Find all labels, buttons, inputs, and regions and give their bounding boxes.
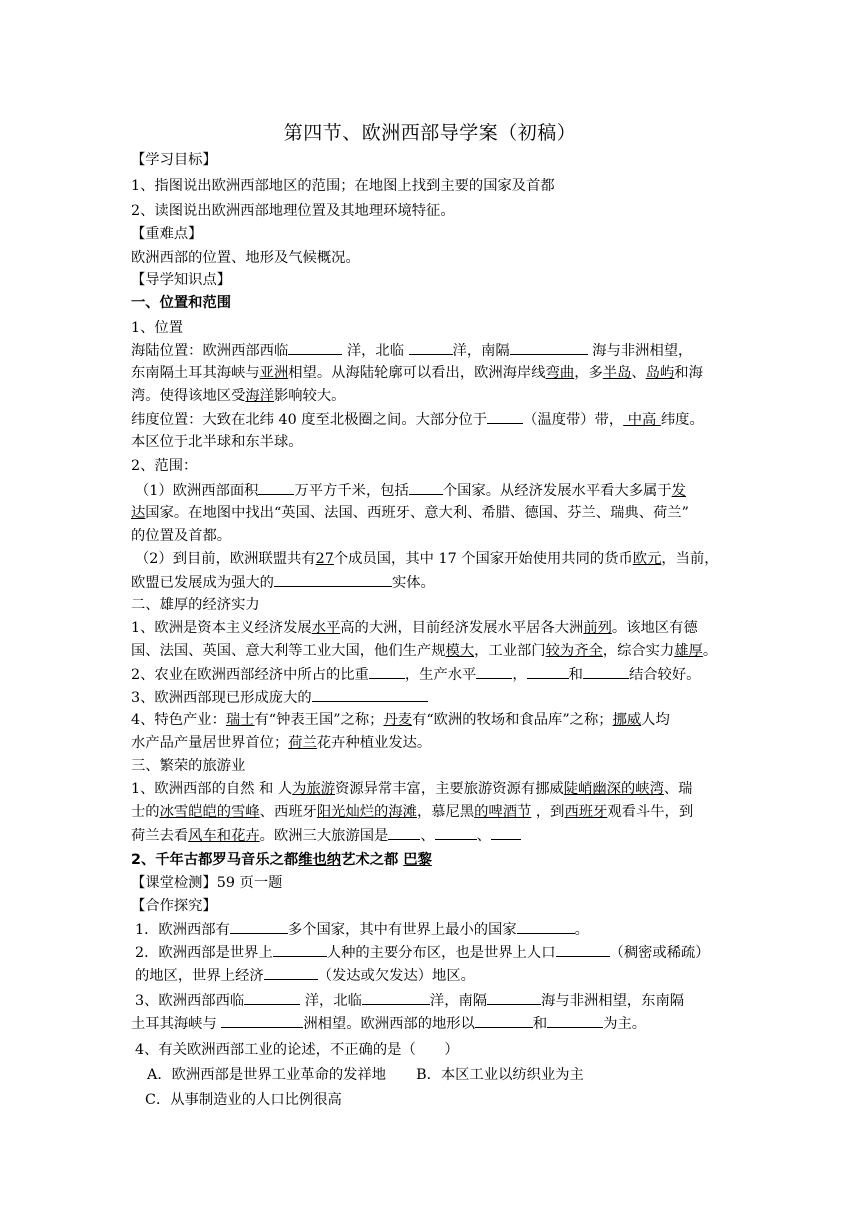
- sea-land-line-1: 海陆位置：欧洲西部西临 洋，北临 洋，南隔 海与非洲相望，: [131, 340, 692, 361]
- latitude-line-2: 本区位于北半球和东半球。: [131, 434, 303, 450]
- cities-line: 2、千年古都罗马音乐之都维也纳艺术之都 巴黎: [131, 852, 432, 868]
- sea-land-line-3: 湾。使得该地区受海洋影响较大。: [131, 388, 346, 404]
- question-1: 1．欧洲西部有 多个国家，其中有世界上最小的国家 。: [135, 919, 589, 940]
- market-line: 3、欧洲西部现已形成庞大的: [131, 687, 428, 708]
- sea-land-line-2: 东南隔土耳其海峡与亚洲相望。从海陆轮廓可以看出，欧洲海岸线弯曲，多半岛、岛屿和海: [131, 365, 703, 381]
- heading-knowledge: 【导学知识点】: [131, 272, 232, 288]
- economy-line-2: 国、法国、英国、意大利等工业大国，他们生产规模大，工业部门较为齐全，综合实力雄厚。: [131, 643, 718, 659]
- eu-line-1: （2）到目前，欧洲联盟共有27个成员国，其中 17 个国家开始使用共同的货币欧元，当前，: [135, 551, 719, 567]
- section-2-heading: 二、雄厚的经济实力: [131, 597, 260, 613]
- range-line-2: 达国家。在地图中找出“英国、法国、西班牙、意大利、希腊、德国、芬兰、瑞典、荷兰”: [131, 505, 689, 521]
- page-title: 第四节、欧洲西部导学案（初稿）: [283, 122, 577, 144]
- industry-line-2: 水产品产量居世界首位；荷兰花卉种植业发达。: [131, 735, 432, 751]
- option-c: C．从事制造业的人口比例很高: [145, 1092, 342, 1108]
- option-b: B．本区工业以纺织业为主: [416, 1067, 584, 1083]
- tourism-line-3: 荷兰去看风车和花卉。欧洲三大旅游国是 、 、: [131, 825, 521, 846]
- question-2-line-1: 2．欧洲西部是世界上 人种的主要分布区，也是世界上人口 （稠密或稀疏）: [135, 942, 710, 963]
- section-1-heading: 一、位置和范围: [131, 295, 232, 311]
- economy-line-1: 1、欧洲是资本主义经济发展水平高的大洲，目前经济发展水平居各大洲前列。该地区有德: [131, 620, 698, 636]
- tourism-line-2: 士的冰雪皑皑的雪峰、西班牙阳光灿烂的海滩，慕尼黑的啤酒节 ，到西班牙观看斗牛，到: [131, 804, 694, 820]
- question-2-line-2: 的地区，世界上经济 （发达或欠发达）地区。: [135, 965, 475, 986]
- latitude-line-1: 纬度位置：大致在北纬 40 度至北极圈之间。大部分位于 （温度带）带， 中高 纬度。: [131, 409, 704, 430]
- range-line-3: 的位置及首都。: [131, 528, 232, 544]
- eu-line-2: 欧盟已发展成为强大的 实体。: [131, 572, 435, 593]
- goal-1: 1、指图说出欧洲西部地区的范围；在地图上找到主要的国家及首都: [131, 178, 555, 194]
- subsection-location: 1、位置: [131, 320, 183, 336]
- question-3-line-1: 3、欧洲西部西临 洋，北临 洋，南隔 海与非洲相望，东南隔: [135, 990, 684, 1011]
- option-a: A．欧洲西部是世界工业革命的发祥地: [147, 1067, 387, 1083]
- subsection-range: 2、范围：: [131, 458, 198, 474]
- section-3-heading: 三、繁荣的旅游业: [131, 758, 246, 774]
- heading-cooperation: 【合作探究】: [131, 898, 217, 914]
- agriculture-line: 2、农业在欧洲西部经济中所占的比重 ，生产水平 ， 和 结合较好。: [131, 664, 700, 685]
- range-line-1: （1）欧洲西部面积 万平方千米，包括 个国家。从经济发展水平看大多属于发: [135, 480, 686, 501]
- question-3-line-2: 土耳其海峡与 洲相望。欧洲西部的地形以 和 为主。: [131, 1013, 646, 1034]
- key-points-text: 欧洲西部的位置、地形及气候概况。: [131, 250, 360, 266]
- goal-2: 2、读图说出欧洲西部地理位置及其地理环境特征。: [131, 203, 455, 219]
- heading-key-points: 【重难点】: [131, 226, 203, 242]
- tourism-line-1: 1、欧洲西部的自然 和 人为旅游资源异常丰富，主要旅游资源有挪威陡峭幽深的峡湾、瑞: [131, 781, 693, 797]
- question-4-options-ab: [147, 1065, 584, 1085]
- heading-class-test: 【课堂检测】59 页一题: [131, 875, 283, 891]
- heading-learning-goals: 【学习目标】: [131, 152, 217, 168]
- industry-line-1: 4、特色产业：瑞士有“钟表王国”之称；丹麦有“欧洲的牧场和食品库”之称；挪威人均: [131, 712, 670, 728]
- question-4: 4、有关欧洲西部工业的论述，不正确的是（ ）: [135, 1042, 459, 1058]
